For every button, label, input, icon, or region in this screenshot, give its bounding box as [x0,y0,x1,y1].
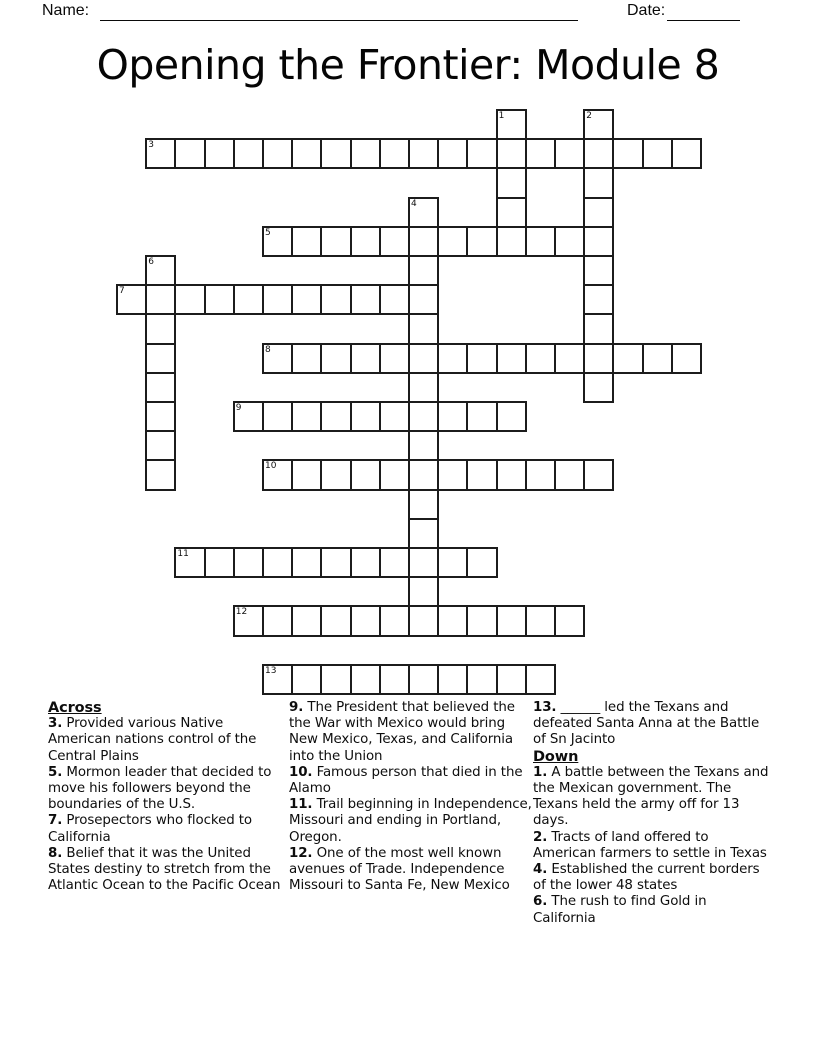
grid-cell[interactable] [554,226,585,257]
grid-cell[interactable] [496,138,527,169]
clue-text: Tracts of land offered to American farmers to settle in Texas [533,829,767,861]
grid-cell[interactable] [554,459,585,490]
grid-cell[interactable] [262,343,293,374]
grid-cell[interactable] [525,605,556,636]
grid-cell[interactable] [145,255,176,286]
grid-cell[interactable] [320,138,351,169]
clue-item [48,813,286,845]
clue-text: ______ led the Texans and defeated Santa Anna at the Battle of Sn Jacinto [533,700,760,748]
grid-cell[interactable] [379,138,410,169]
grid-cell[interactable] [291,138,322,169]
grid-cell[interactable] [291,605,322,636]
grid-cell[interactable] [262,547,293,578]
grid-cell[interactable] [583,459,614,490]
cell-number: 6 [148,257,154,267]
grid-cell[interactable] [145,459,176,490]
grid-cell[interactable] [262,605,293,636]
grid-cell[interactable] [291,547,322,578]
grid-cell[interactable] [174,284,205,315]
grid-cell[interactable] [262,284,293,315]
grid-cell[interactable] [379,284,410,315]
clues-column-1 [48,700,286,894]
grid-cell[interactable] [291,401,322,432]
clue-text: Provided various Native American nations control of the Central Plains [48,716,257,764]
grid-cell[interactable] [204,547,235,578]
clue-number: 12. [289,845,313,861]
clue-number: 11. [289,797,313,813]
grid-cell[interactable] [350,226,381,257]
clue-number: 13. [533,700,557,715]
grid-cell[interactable] [496,664,527,695]
clue-section-heading: Across [48,700,102,716]
grid-cell[interactable] [320,664,351,695]
grid-cell[interactable] [496,343,527,374]
grid-cell[interactable] [408,313,439,344]
grid-cell[interactable] [583,313,614,344]
clue-text: Belief that it was the United States destiny to stretch from the Atlantic Ocean to the Pacific Ocean [48,845,281,894]
page-title: Opening the Frontier: Module 8 [96,41,720,89]
grid-cell[interactable] [379,605,410,636]
grid-cell[interactable] [379,343,410,374]
grid-cell[interactable] [525,343,556,374]
cell-number: 11 [177,549,189,559]
grid-cell[interactable] [554,343,585,374]
clue-item [289,765,535,797]
grid-cell[interactable] [408,226,439,257]
clue-number: 3. [48,716,63,732]
grid-cell[interactable] [262,459,293,490]
grid-cell[interactable] [583,109,614,140]
grid-cell[interactable] [233,284,264,315]
grid-cell[interactable] [291,459,322,490]
clue-text: One of the most well known avenues of Trade. Independence Missouri to Santa Fe, New Mexico [289,845,510,894]
clue-item [533,830,773,862]
grid-cell[interactable] [350,664,381,695]
grid-cell[interactable] [320,343,351,374]
grid-cell[interactable] [291,343,322,374]
date-label: Date: [627,2,666,19]
clue-text: The rush to find Gold in California [533,894,707,926]
cell-number: 12 [235,607,248,618]
grid-cell[interactable] [466,401,497,432]
grid-cell[interactable] [262,138,293,169]
grid-cell[interactable] [583,138,614,169]
grid-cell[interactable] [437,138,468,169]
grid-cell[interactable] [145,343,176,374]
grid-cell[interactable] [350,605,381,636]
grid-cell[interactable] [379,547,410,578]
grid-cell[interactable] [262,226,293,257]
grid-cell[interactable] [525,664,556,695]
grid-cell[interactable] [525,226,556,257]
grid-cell[interactable] [233,401,264,432]
grid-cell[interactable] [379,401,410,432]
grid-cell[interactable] [408,605,439,636]
grid-cell[interactable] [379,226,410,257]
clues-column-2 [289,700,535,894]
grid-cell[interactable] [379,664,410,695]
grid-cell[interactable] [408,489,439,520]
clue-number: 9. [289,700,304,715]
grid-cell[interactable] [145,313,176,344]
grid-cell[interactable] [496,197,527,228]
grid-cell[interactable] [583,255,614,286]
cell-number: 1 [498,111,505,121]
grid-cell[interactable] [291,664,322,695]
grid-cell[interactable] [116,284,147,315]
clue-item [289,846,535,895]
grid-cell[interactable] [466,138,497,169]
clue-item [533,894,773,926]
grid-cell[interactable] [408,547,439,578]
grid-cell[interactable] [350,547,381,578]
grid-cell[interactable] [466,226,497,257]
grid-cell[interactable] [408,343,439,374]
grid-cell[interactable] [408,430,439,461]
grid-cell[interactable] [408,401,439,432]
grid-cell[interactable] [233,605,264,636]
grid-cell[interactable] [262,401,293,432]
grid-cell[interactable] [554,138,585,169]
grid-cell[interactable] [496,226,527,257]
grid-cell[interactable] [612,343,643,374]
clue-item [533,700,773,749]
grid-cell[interactable] [174,547,205,578]
cell-number: 8 [265,344,271,355]
grid-cell[interactable] [408,664,439,695]
grid-cell[interactable] [612,138,643,169]
grid-cell[interactable] [437,547,468,578]
grid-cell[interactable] [583,372,614,403]
clue-item [533,765,773,830]
grid-cell[interactable] [554,605,585,636]
clue-number: 4. [533,862,548,878]
clue-text: Prosepectors who flocked to California [48,813,253,845]
grid-cell[interactable] [350,138,381,169]
grid-cell[interactable] [466,547,497,578]
grid-cell[interactable] [174,138,205,169]
grid-cell[interactable] [408,284,439,315]
grid-cell[interactable] [145,284,176,315]
grid-cell[interactable] [320,226,351,257]
cell-number: 7 [119,286,125,297]
grid-cell[interactable] [291,226,322,257]
grid-cell[interactable] [408,197,439,228]
grid-cell[interactable] [350,343,381,374]
grid-cell[interactable] [525,138,556,169]
grid-cell[interactable] [466,664,497,695]
clue-number: 2. [533,829,548,845]
grid-cell[interactable] [642,138,673,169]
grid-cell[interactable] [583,284,614,315]
cell-number: 9 [235,403,242,413]
clue-number: 8. [48,845,63,861]
clues-column-3 [533,700,773,927]
clue-number: 5. [48,764,63,780]
grid-cell[interactable] [583,167,614,198]
name-label: Name: [42,2,90,19]
clue-text: The President that believed the the War with Mexico would bring New Mexico, Texas, and California into the Union [289,700,515,764]
grid-cell[interactable] [262,664,293,695]
grid-cell[interactable] [583,197,614,228]
grid-cell[interactable] [320,605,351,636]
clue-number: 1. [533,764,548,780]
clue-number: 10. [289,764,313,780]
cell-number: 3 [148,140,154,151]
grid-cell[interactable] [466,459,497,490]
grid-cell[interactable] [496,109,527,140]
grid-cell[interactable] [145,138,176,169]
grid-cell[interactable] [320,547,351,578]
grid-cell[interactable] [496,167,527,198]
grid-cell[interactable] [408,576,439,607]
grid-cell[interactable] [204,284,235,315]
grid-cell[interactable] [408,459,439,490]
clue-item [289,797,535,846]
grid-cell[interactable] [437,343,468,374]
grid-cell[interactable] [320,401,351,432]
clue-number: 7. [48,813,63,829]
grid-cell[interactable] [437,226,468,257]
clue-item [533,862,773,894]
grid-cell[interactable] [145,430,176,461]
grid-cell[interactable] [466,343,497,374]
grid-cell[interactable] [437,401,468,432]
grid-cell[interactable] [583,226,614,257]
grid-cell[interactable] [437,605,468,636]
clue-item [48,846,286,895]
grid-cell[interactable] [350,284,381,315]
grid-cell[interactable] [525,459,556,490]
grid-cell[interactable] [379,459,410,490]
clue-text: Established the current borders of the lower 48 states [533,862,760,894]
grid-cell[interactable] [320,284,351,315]
cell-number: 4 [411,198,417,209]
clue-item [48,765,286,814]
grid-cell[interactable] [496,459,527,490]
grid-cell[interactable] [291,284,322,315]
grid-cell[interactable] [496,605,527,636]
grid-cell[interactable] [350,459,381,490]
grid-cell[interactable] [233,547,264,578]
clue-section-heading: Down [533,748,579,765]
clue-number: 6. [533,894,548,910]
grid-cell[interactable] [437,664,468,695]
clue-item [289,700,535,765]
cell-number: 13 [265,665,277,676]
grid-cell[interactable] [408,138,439,169]
grid-cell[interactable] [583,343,614,374]
grid-cell[interactable] [408,255,439,286]
grid-cell[interactable] [145,401,176,432]
cell-number: 10 [265,461,277,472]
grid-cell[interactable] [233,138,264,169]
grid-cell[interactable] [204,138,235,169]
cell-number: 2 [586,111,592,121]
clue-item [48,716,286,765]
grid-cell[interactable] [408,518,439,549]
cell-number: 5 [265,227,271,238]
grid-cell[interactable] [145,372,176,403]
grid-cell[interactable] [642,343,673,374]
grid-cell[interactable] [437,459,468,490]
grid-cell[interactable] [350,401,381,432]
grid-cell[interactable] [320,459,351,490]
grid-cell[interactable] [466,605,497,636]
clue-text: Trail beginning in Independence, Missouri and ending in Portland, Oregon. [289,797,532,845]
clue-text: Famous person that died in the Alamo [289,764,523,797]
clue-text: Mormon leader that decided to move his followers beyond the boundaries of the U.S. [48,764,272,813]
grid-cell[interactable] [671,138,702,169]
clue-text: A battle between the Texans and the Mexican government. The Texans held the army off for 13 days. [533,764,769,829]
grid-cell[interactable] [496,401,527,432]
grid-cell[interactable] [408,372,439,403]
grid-cell[interactable] [671,343,702,374]
